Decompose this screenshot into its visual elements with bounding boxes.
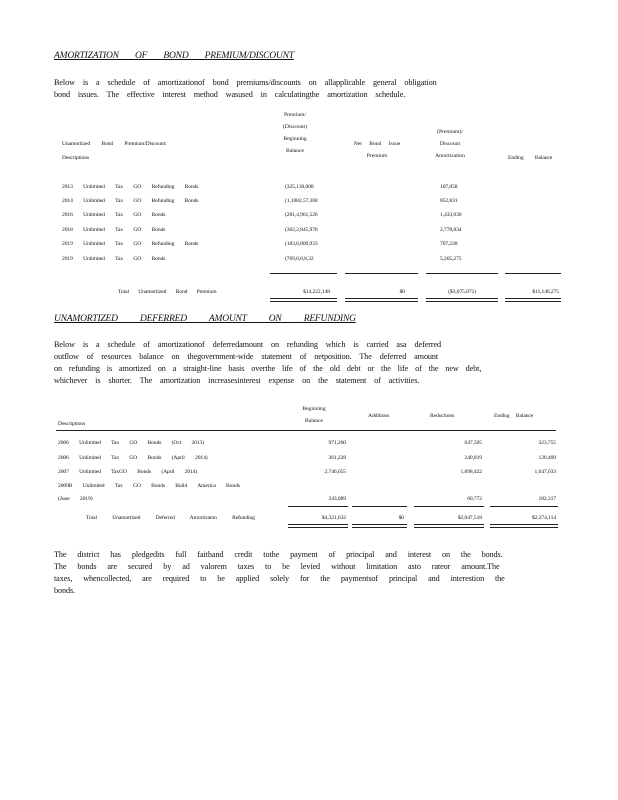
t1-double-rule — [345, 298, 418, 302]
t1-header-amortization — [420, 126, 480, 162]
t1-rule — [270, 273, 337, 274]
table-row-beginning: (183,6,800,933 — [285, 241, 318, 247]
closing-line: taxes, whencollected, are required to be applied solely for the paymentsof principal and interestion the — [54, 574, 505, 583]
t1-header-ending: Ending Balance — [508, 155, 553, 161]
t2-total-label: Total Unamortized Deferred Amortizaton Refunding — [86, 515, 255, 521]
table-row-desc: 2014 Unlimited Tax GO Refunding Bonds — [62, 198, 199, 204]
table-row-ending: 1,647,633 — [534, 469, 556, 475]
table-row-desc: 2006 Unlimited Tax GO Bonds (Oct 2013) — [58, 440, 205, 446]
closing-line: The district has pledgedits full faithand credit tothe payment of principal and interest on the bonds. — [54, 550, 503, 559]
table-row-desc: 2019 Unlimited Tax GO Refunding Bonds — [62, 241, 199, 247]
t2-header-rule — [56, 430, 556, 431]
table-row-beginning: (769,0,8,8,32 — [285, 256, 314, 262]
table-row-beginning: 243,089 — [328, 496, 346, 502]
header-line: Net Bond Issue — [353, 141, 401, 147]
table-row-beginning: 361,228 — [328, 455, 346, 461]
table-row-ending: 120,409 — [538, 455, 556, 461]
table-row-beginning: (302,2,845,978 — [285, 227, 318, 233]
t2-total-additions: $0 — [398, 515, 404, 521]
section2-title: UNAMORTIZED DEFERRED AMOUNT ON REFUNDING — [54, 314, 356, 324]
t1-header-desc-1: Unamortized Bond Premium/Discount: — [62, 141, 167, 147]
table-row-reductions: 60,772 — [467, 496, 482, 502]
table-row-reductions: 240,819 — [464, 455, 482, 461]
t1-header-beginning — [270, 109, 320, 157]
t2-double-rule — [490, 524, 558, 528]
header-line: Balance — [304, 418, 323, 424]
section2-intro — [54, 339, 481, 387]
t1-rule — [505, 273, 561, 274]
header-line: Discount — [439, 141, 461, 147]
table-row-amortization: 1,433,030 — [440, 212, 462, 218]
t2-rule — [288, 506, 348, 507]
table-row-desc: 2007 Unlimited TaxGO Bonds (April 2014) — [58, 469, 198, 475]
table-row-beginning: 2,746,055 — [324, 469, 346, 475]
table-row-desc: 2013 Unlimited Tax GO Refunding Bonds — [62, 184, 199, 190]
table-row-desc: (June 2019) — [58, 496, 93, 502]
table-row-ending: 182,317 — [538, 496, 556, 502]
table-row-amortization: 107,058 — [440, 184, 458, 190]
t2-header-additions: Additions — [368, 413, 390, 419]
t2-rule — [414, 506, 484, 507]
closing-paragraph — [54, 549, 505, 597]
table-row-desc: 2016 Unlimited Tax GO Bonds — [62, 212, 166, 218]
table-row-amortization: 5,265,275 — [440, 256, 462, 262]
t1-total-beginning: $14,222,148 — [303, 289, 330, 295]
intro-line: bond issues. The effective interest method wasused in calculatingthe amortization schedule. — [54, 90, 406, 99]
table-row-amortization: 2,778,834 — [440, 227, 462, 233]
section1-title: AMORTIZATION OF BOND PREMIUM/DISCOUNT — [54, 51, 294, 61]
table-row-reductions: 1,098,422 — [460, 469, 482, 475]
table-row-amortization: 707,228 — [440, 241, 458, 247]
t2-total-beginning: $4,321,632 — [321, 515, 346, 521]
t2-total-reductions: $2,047,518 — [457, 515, 482, 521]
section1-intro — [54, 77, 437, 101]
t2-rule — [490, 506, 558, 507]
intro-line: whichever is shorter. The amortization increasesinterest expense on the statement of activities. — [54, 376, 420, 385]
t2-header-ending: Ending Balance — [494, 413, 534, 419]
t2-header-beginning — [290, 403, 338, 427]
header-line: Premium/ — [283, 112, 307, 118]
t2-total-ending: $2,274,114 — [532, 515, 556, 521]
header-line: Balance — [285, 148, 304, 154]
t2-rule — [352, 506, 407, 507]
header-line: Amortization — [435, 153, 465, 159]
header-line: Premium — [366, 153, 388, 159]
t2-double-rule — [414, 524, 484, 528]
t1-rule — [345, 273, 418, 274]
t1-total-label: Total Unamortized Bond Premium — [118, 289, 217, 295]
t1-double-rule — [505, 298, 561, 302]
t1-total-net: $0 — [399, 289, 405, 295]
t2-header-desc: Descriptions — [58, 421, 86, 427]
t2-header-reductions: Reductions — [430, 413, 455, 419]
table-row-desc: 2018 Unlimited Tax GO Bonds — [62, 227, 166, 233]
table-row-amortization: 852,831 — [440, 198, 458, 204]
table-row-ending: 323,755 — [538, 440, 556, 446]
t2-double-rule — [288, 524, 348, 528]
table-row-beginning: 971,260 — [328, 440, 346, 446]
table-row-reductions: 647,505 — [464, 440, 482, 446]
table-row-desc: 2019 Unlimited Tax GO Bonds — [62, 256, 166, 262]
t1-header-desc-2: Descriptions — [62, 155, 90, 161]
closing-line: bonds. — [54, 586, 76, 595]
table-row-beginning: (325,130,008 — [285, 184, 314, 190]
t1-total-ending: $11,146,275 — [532, 289, 559, 295]
header-line: Beginning — [302, 406, 326, 412]
intro-line: Below is a schedule of amortizationof bond premiums/discounts on allapplicable general obligation — [54, 78, 437, 87]
t1-header-net — [342, 138, 412, 162]
closing-line: The bonds are secured by ad valorem taxes to be levied without limitation asto rateor amount.The — [54, 562, 500, 571]
intro-line: Below is a schedule of amortizationof deferredamount on refunding which is carried asa deferred — [54, 340, 442, 349]
intro-line: outflow of resources balance on thegovernment-wide statement of netposition. The deferred amount — [54, 352, 439, 361]
header-line: Beginning — [283, 136, 307, 142]
t1-double-rule — [426, 298, 498, 302]
table-row-beginning: (281,4,961,526 — [285, 212, 318, 218]
t1-total-amortization: ($3,075,872) — [448, 289, 476, 295]
t1-double-rule — [270, 298, 337, 302]
header-line: (Discount) — [283, 124, 307, 130]
table-row-beginning: (1,1082,57,368 — [285, 198, 318, 204]
t1-rule — [426, 273, 498, 274]
table-row-desc: 2009B Unlimited Tax GO Bonds Build America Bonds — [58, 483, 240, 489]
header-line: (Premium)/ — [437, 129, 463, 135]
intro-line: on refunding is amortized on a straight-line basis overthe life of the old debt or the life of the new debt, — [54, 364, 482, 373]
t2-double-rule — [352, 524, 407, 528]
table-row-desc: 2006 Unlimited Tax GO Bonds (April 2014) — [58, 455, 208, 461]
